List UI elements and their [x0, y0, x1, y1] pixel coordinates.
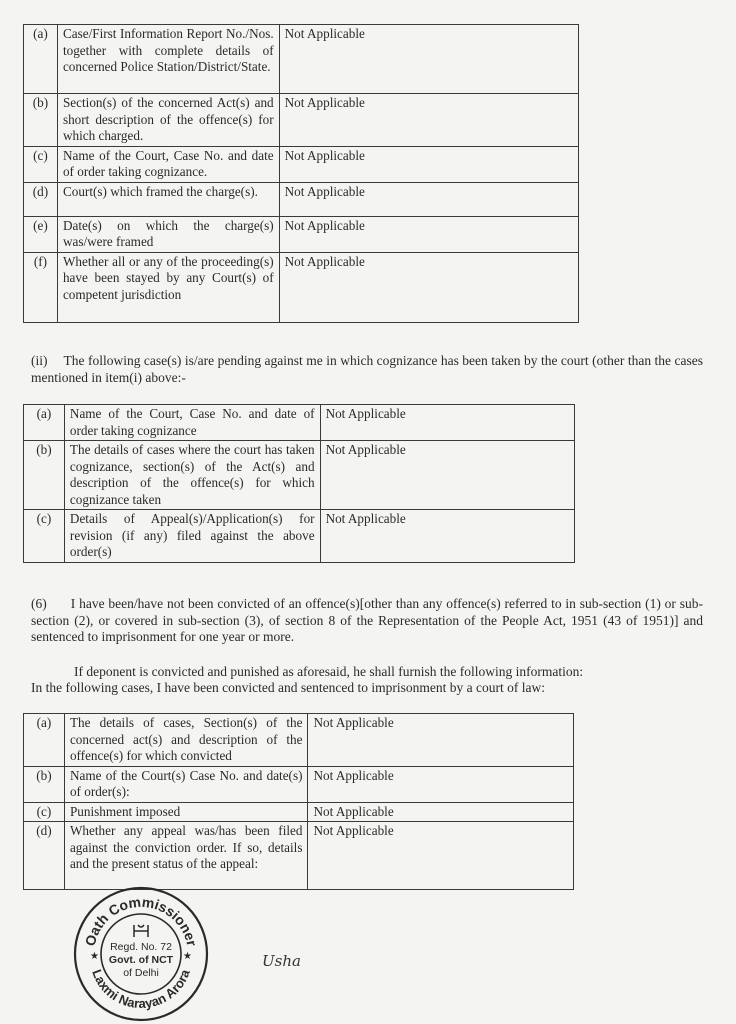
row-description: Court(s) which framed the charge(s).	[57, 182, 279, 216]
row-value: Not Applicable	[308, 766, 574, 802]
stamp-top-text: Oath Commissioner	[81, 893, 201, 948]
signature: Usha	[262, 952, 301, 970]
row-description: Whether all or any of the proceeding(s) have been stayed by any Court(s) of competent jurisdiction	[57, 252, 279, 322]
row-label: (c)	[24, 510, 65, 563]
table-row	[24, 94, 579, 147]
row-value: Not Applicable	[279, 146, 578, 182]
row-label: (a)	[24, 25, 58, 94]
row-description: Punishment imposed	[64, 802, 308, 822]
row-description: Section(s) of the concerned Act(s) and short description of the offence(s) for which charged.	[57, 94, 279, 147]
star-icon: ★	[183, 951, 192, 962]
pending-cases-paragraph	[31, 353, 703, 386]
row-label: (a)	[24, 405, 65, 441]
row-value: Not Applicable	[320, 405, 574, 441]
table-row	[24, 146, 579, 182]
row-value: Not Applicable	[279, 25, 578, 94]
deponent-paragraph: If deponent is convicted and punished as aforesaid, he shall furnish the following information:	[74, 664, 584, 679]
table-row	[24, 822, 574, 890]
stamp-reg-number: Regd. No. 72	[110, 941, 172, 953]
table-row	[24, 766, 574, 802]
emblem-icon	[134, 925, 148, 937]
table-row	[24, 510, 575, 563]
row-label: (e)	[24, 216, 58, 252]
table-row	[24, 182, 579, 216]
row-value: Not Applicable	[279, 216, 578, 252]
row-label: (c)	[24, 802, 65, 822]
following-cases-paragraph: In the following cases, I have been convicted and sentenced to imprisonment by a court of law:	[31, 680, 545, 695]
oath-commissioner-stamp	[72, 885, 210, 1023]
row-value: Not Applicable	[320, 441, 574, 510]
star-icon: ★	[90, 951, 99, 962]
row-description: Name of the Court, Case No. and date of order taking cognizance	[64, 405, 320, 441]
row-value: Not Applicable	[308, 802, 574, 822]
row-description: Name of the Court, Case No. and date of order taking cognizance.	[57, 146, 279, 182]
stamp-state: of Delhi	[123, 967, 159, 979]
table-row	[24, 25, 579, 94]
paragraph-text: I have been/have not been convicted of an offence(s)[other than any offence(s) referred to in sub-section (1) or sub-section (2), or covered in sub-section (3), of section 8 of the Representation of the People Act, 1951 (43 of 1951)] and sentenced to imprisonment for one year or more.	[31, 596, 703, 644]
table-row	[24, 405, 575, 441]
row-description: Details of Appeal(s)/Application(s) for revision (if any) filed against the above order(s)	[64, 510, 320, 563]
row-description: The details of cases, Section(s) of the concerned act(s) and description of the offence(s) for which convicted	[64, 714, 308, 767]
row-label: (d)	[24, 822, 65, 890]
row-description: Name of the Court(s) Case No. and date(s) of order(s):	[64, 766, 308, 802]
paragraph-number: (ii)	[31, 353, 48, 368]
row-description: Case/First Information Report No./Nos. together with complete details of concerned Police Station/District/State.	[57, 25, 279, 94]
row-value: Not Applicable	[320, 510, 574, 563]
row-label: (b)	[24, 94, 58, 147]
stamp-bottom-text: Laxmi Narayan Arora	[89, 967, 193, 1012]
row-value: Not Applicable	[279, 252, 578, 322]
row-description: The details of cases where the court has taken cognizance, section(s) of the Act(s) and description of the offence(s) for which cognizance taken	[64, 441, 320, 510]
row-value: Not Applicable	[308, 714, 574, 767]
row-description: Date(s) on which the charge(s) was/were framed	[57, 216, 279, 252]
table-row	[24, 441, 575, 510]
convictions-table	[23, 713, 574, 890]
paragraph-number: (6)	[31, 596, 47, 611]
row-label: (c)	[24, 146, 58, 182]
conviction-paragraph	[31, 596, 703, 646]
row-label: (b)	[24, 441, 65, 510]
table-row	[24, 216, 579, 252]
row-label: (b)	[24, 766, 65, 802]
charges-table	[23, 24, 579, 323]
row-label: (a)	[24, 714, 65, 767]
table-row	[24, 714, 574, 767]
row-value: Not Applicable	[279, 94, 578, 147]
row-value: Not Applicable	[308, 822, 574, 890]
table-row	[24, 802, 574, 822]
row-label: (d)	[24, 182, 58, 216]
row-value: Not Applicable	[279, 182, 578, 216]
row-label: (f)	[24, 252, 58, 322]
table-row	[24, 252, 579, 322]
row-description: Whether any appeal was/has been filed against the conviction order. If so, details and the present status of the appeal:	[64, 822, 308, 890]
paragraph-text: The following case(s) is/are pending against me in which cognizance has been taken by the court (other than the cases mentioned in item(i) above:-	[31, 353, 703, 385]
pending-cases-table	[23, 404, 575, 563]
stamp-govt: Govt. of NCT	[108, 954, 174, 966]
